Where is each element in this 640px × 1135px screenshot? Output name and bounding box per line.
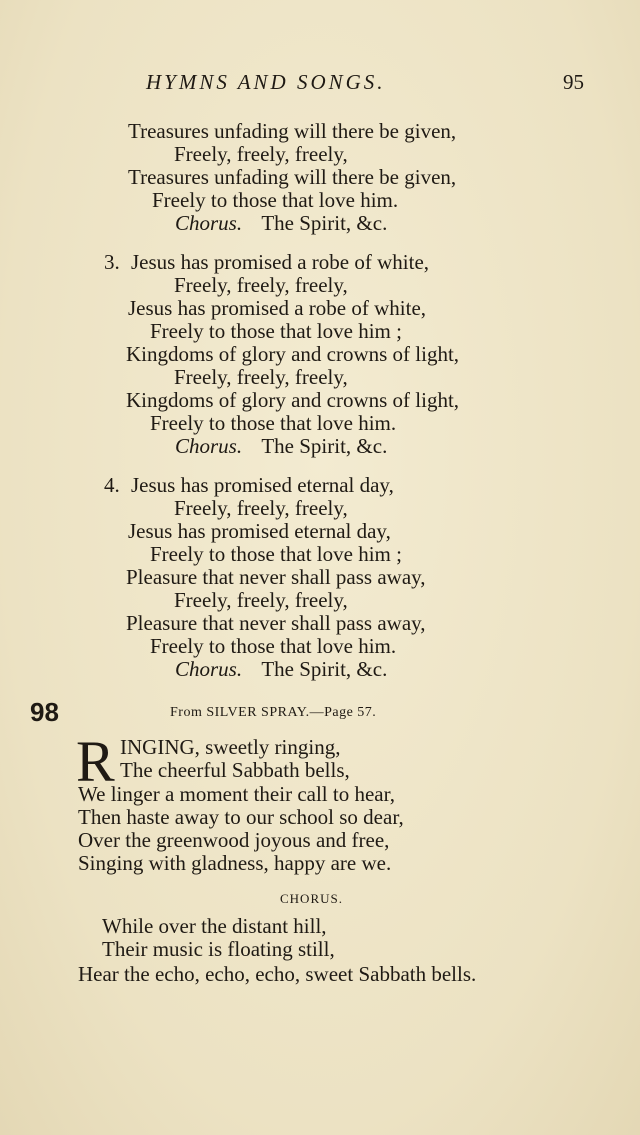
chorus-label: Chorus. [175,211,243,235]
hymn-number: 98 [30,697,59,727]
verse-line: Over the greenwood joyous and free, [78,828,390,852]
chorus-label: Chorus. [175,657,243,681]
stanza-4-first-line: 4. Jesus has promised eternal day, [104,473,394,497]
verse-line: Freely to those that love him. [150,634,397,658]
running-head: HYMNS AND SONGS. [146,70,386,94]
verse-line: Pleasure that never shall pass away, [126,611,426,635]
chorus-heading: CHORUS. [280,891,343,906]
verse-line: Freely to those that love him ; [150,542,402,566]
chorus-reference [175,435,387,458]
chorus-reference [175,212,387,235]
drop-cap: R [76,729,115,794]
chorus-reference [175,658,387,681]
chorus-line: While over the distant hill, [102,914,327,938]
verse-line: Freely, freely, freely, [174,365,348,389]
verse-line: Jesus has promised a robe of white, [128,296,427,320]
chorus-ref-text: The Spirit, &c. [261,657,388,681]
chorus-ref-text: The Spirit, &c. [261,434,388,458]
verse-line: Freely, freely, freely, [174,273,348,297]
verse-line: Treasures unfading will there be given, [128,119,457,143]
verse-line: Then haste away to our school so dear, [78,805,404,829]
verse-line: Jesus has promised eternal day, [128,519,391,543]
page-number: 95 [563,70,584,94]
verse-line: Singing with gladness, happy are we. [78,851,392,875]
verse-line: Freely to those that love him. [150,411,397,435]
chorus-line: Their music is floating still, [102,937,335,961]
verse-line: Freely to those that love him. [152,188,399,212]
verse-line: Treasures unfading will there be given, [128,165,457,189]
verse-line: Kingdoms of glory and crowns of light, [126,388,460,412]
stanza-number: 4. [104,473,120,497]
verse-line: Pleasure that never shall pass away, [126,565,426,589]
verse-line: Freely, freely, freely, [174,588,348,612]
verse-line: Kingdoms of glory and crowns of light, [126,342,460,366]
chorus-ref-text: The Spirit, &c. [261,211,388,235]
stanza-number: 3. [104,250,120,274]
verse-line: INGING, sweetly ringing, [120,735,341,759]
verse-line: The cheerful Sabbath bells, [120,758,350,782]
verse-line: Freely to those that love him ; [150,319,402,343]
verse-line: Freely, freely, freely, [174,142,348,166]
hymn-source: From SILVER SPRAY.—Page 57. [170,705,377,720]
chorus-line: Hear the echo, echo, echo, sweet Sabbath bells. [78,962,477,986]
verse-line: Freely, freely, freely, [174,496,348,520]
verse-line: We linger a moment their call to hear, [78,782,396,806]
chorus-label: Chorus. [175,434,243,458]
stanza-3-first-line: 3. Jesus has promised a robe of white, [104,250,430,274]
